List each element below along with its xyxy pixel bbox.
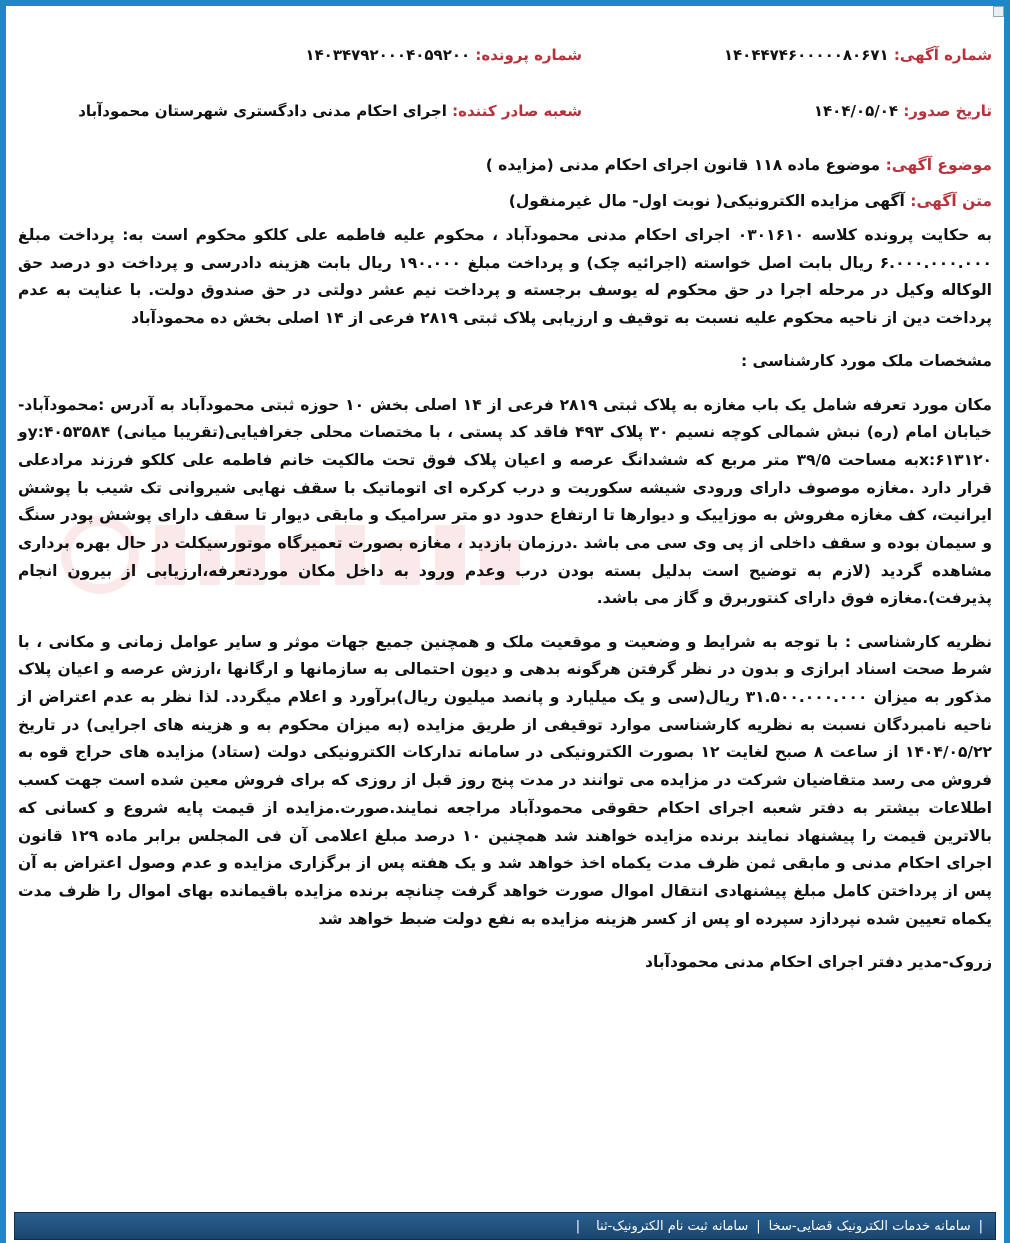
ad-number-label: شماره آگهی: — [893, 46, 992, 64]
paragraph-property-details: مکان مورد تعرفه شامل یک باب مغازه به پلاک ثبتی ۲۸۱۹ فرعی از ۱۴ اصلی بخش ۱۰ حوزه ثبتی محمودآباد به آدرس :محمودآباد- خیابان امام (ره) نبش شمالی کوچه نسیم ۳۰ پلاک ۴۹۳ فاقد کد پستی ، با مختصات محلی جغرافیایی(تقریبا میانی) y:۴۰۵۳۵۸۴و x:۶۱۳۱۲۰به مساحت ۳۹/۵ متر مربع که ششدانگ عرصه و اعیان پلاک فوق تحت مالکیت خانم فاطمه علی کلکو فرزند مرادعلی قرار دارد .مغازه موصوف دارای ورودی شیشه سکوریت و درب کرکره ای اتوماتیک با سقف نهایی شیروانی تک شیب با پوشش ایرانیت، کف مغازه مفروش به موزاییک و دیوارها تا ارتفاع حدود دو متر سرامیک و مابقی دیوار تا سقف دارای پوشش پودر سنگ و سیمان بوده و سقف داخلی از پی وی سی می باشد .درزمان بازدید ، مغازه بصورت تعمیرگاه موتورسیکلت در حال بهره برداری مشاهده گردید (لازم به توضیح است بدلیل بسته بودن درب وعدم ورود به داخل مکان موردتعرفه،ارزیابی از بیرون انجام پذیرفت).مغازه فوق دارای کنتوربرق و گاز می باشد. — [18, 395, 993, 608]
branch-value: اجرای احکام مدنی دادگستری شهرستان محمودآباد — [78, 102, 447, 120]
ad-number-value: ۱۴۰۴۴۷۴۶۰۰۰۰۰۸۰۶۷۱ — [723, 46, 889, 64]
case-number-label: شماره پرونده: — [475, 46, 582, 64]
notice-content — [18, 36, 992, 992]
footer-separator-start: | — [978, 1218, 983, 1234]
issue-date-value: ۱۴۰۴/۰۵/۰۴ — [813, 102, 899, 120]
footer-link-sakha[interactable]: سامانه خدمات الکترونیک قضایی-سخا — [768, 1218, 971, 1234]
window-corner-icon[interactable] — [993, 6, 1004, 17]
text-label: متن آگهی: — [910, 192, 992, 210]
issue-date-field — [814, 102, 992, 120]
meta-row-2 — [18, 92, 992, 148]
ad-number-field — [724, 46, 992, 64]
subject-label: موضوع آگهی: — [885, 156, 992, 174]
footer-separator-end: | — [575, 1218, 581, 1234]
paragraph-property-heading: مشخصات ملک مورد کارشناسی : — [740, 352, 992, 371]
window-top-border — [0, 0, 1010, 6]
footer-separator: | — [756, 1218, 761, 1234]
text-title-row — [18, 192, 992, 210]
subject-row — [18, 156, 992, 174]
paragraph-expert-opinion: نظریه کارشناسی : با توجه به شرایط و وضعیت و موقعیت ملک و همچنین جمیع جهات موثر و سایر عوامل زمانی و مکانی ، با شرط صحت اسناد ابرازی و بدون در نظر گرفتن هرگونه بدهی و دیون احتمالی به سازمانها و ارگانها ،ارزش عرصه و اعیان پلاک مذکور به میزان ۳۱.۵۰۰.۰۰۰.۰۰۰ ریال(سی و یک میلیارد و پانصد میلیون ریال)برآورد و اعلام میگردد. لذا نظر به عدم اعتراض از ناحیه نامبردگان نسبت به نظریه کارشناسی موارد توقیفی از طریق مزایده (به میزان محکوم به و هزینه های اجرایی) در تاریخ ۱۴۰۴/۰۵/۲۲ از ساعت ۸ صبح لغایت ۱۲ بصورت الکترونیکی در سامانه تدارکات الکترونیکی دولت (ستاد) مزایده های حراج قوه به فروش می رسد متقاضیان شرکت در مزایده می توانند در مدت پنج روز قبل از روزی که برای فروش معین شده است جهت کسب اطلاعات بیشتر به دفتر شعبه اجرای احکام حقوقی محمودآباد مراجعه نمایند.صورت.مزایده از قیمت پایه شروع و کسانی که بالاترین قیمت را پیشنهاد نمایند برنده مزایده خواهند شد همچنین ۱۰ درصد مبلغ اعلامی آن فی المجلس برابر ماده ۱۲۹ قانون اجرای احکام مدنی و مابقی ثمن ظرف مدت یکماه اخذ خواهد شد و یک هفته پس از برگزاری مزایده و عدم وصول اعتراض به آن پس از پرداختن کامل مبلغ پیشنهادی انتقال اموال صورت خواهد گرفت چنانچه برنده مزایده باقیمانده بهای اموال را ظرف مدت یکماه تعیین شده نپردازد سپرده او پس از کسر هزینه مزایده به نفع دولت ضبط خواهد شد — [18, 632, 992, 928]
issue-date-label: تاریخ صدور: — [903, 102, 992, 120]
footer-bar — [14, 1212, 996, 1240]
case-number-value: ۱۴۰۳۴۷۹۲۰۰۰۴۰۵۹۲۰۰ — [305, 46, 471, 64]
branch-label: شعبه صادر کننده: — [452, 102, 582, 120]
branch-field — [78, 102, 582, 120]
text-title: آگهی مزایده الکترونیکی( نوبت اول- مال غیرمنقول) — [508, 192, 905, 210]
meta-row-1 — [18, 36, 992, 92]
case-number-field — [305, 46, 582, 64]
paragraph-case-summary: به حکایت پرونده کلاسه ۰۳۰۱۶۱۰ اجرای احکام مدنی محمودآباد ، محکوم علیه فاطمه علی کلکو محکوم است به: پرداخت مبلغ ۶.۰۰۰.۰۰۰.۰۰۰ ریال بابت اصل خواسته (اجرائیه چک) و پرداخت مبلغ ۱۹۰.۰۰۰ ریال بابت هزینه دادرسی و پرداخت دو درصد حق الوکاله وکیل در مرحله اجرا در حق محکوم له یوسف برجسته و پرداخت نیم عشر دولتی در حق صندوق دولت. با عنایت به عدم پرداخت دین از ناحیه محکوم علیه نسبت به توقیف و ارزیابی پلاک ثبتی ۲۸۱۹ فرعی از ۱۴ اصلی بخش ده محمودآباد — [18, 226, 992, 328]
footer-link-sana[interactable]: سامانه ثبت نام الکترونیک-ثنا — [596, 1218, 749, 1234]
signature-line: زروک-مدیر دفتر اجرای احکام مدنی محمودآباد — [645, 952, 992, 971]
subject-value: موضوع ماده ۱۱۸ قانون اجرای احکام مدنی (مزایده ) — [485, 156, 881, 174]
